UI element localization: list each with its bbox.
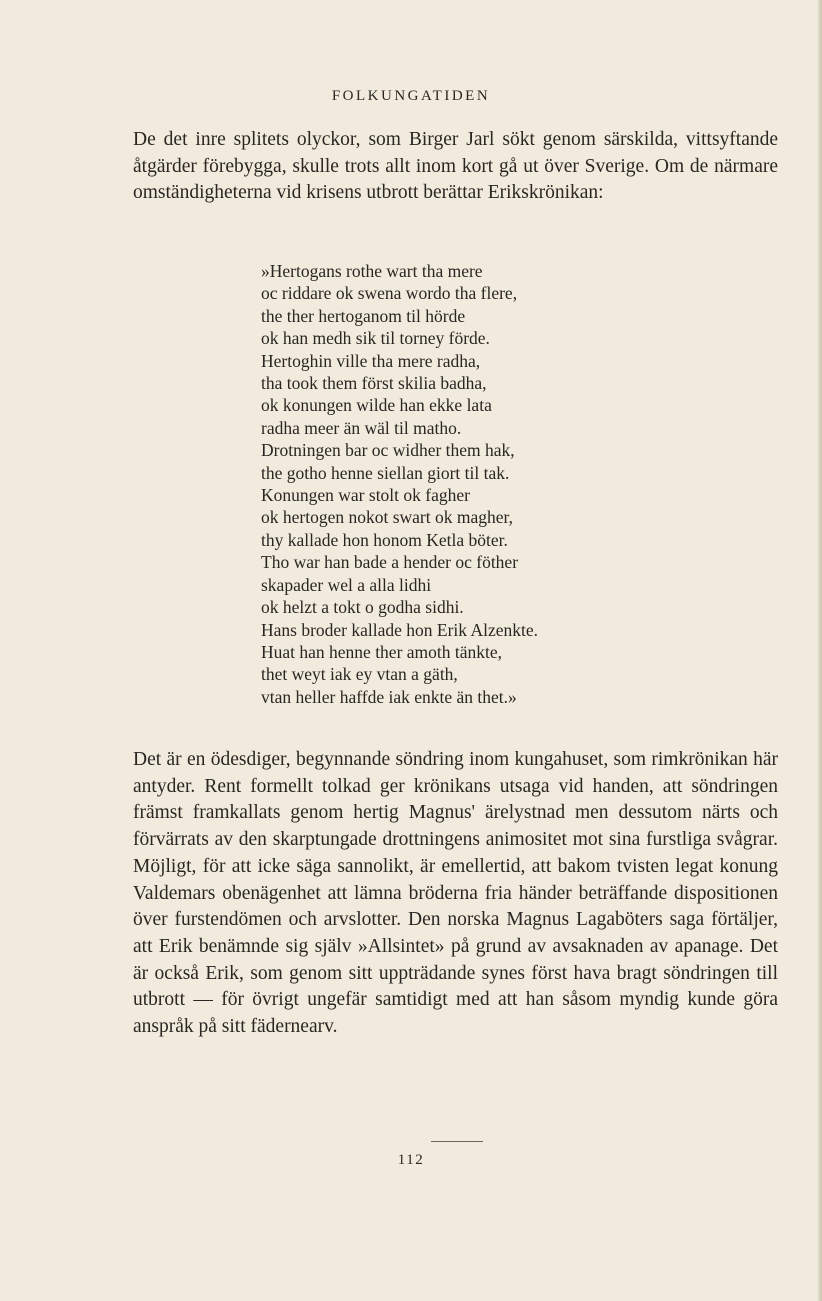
poem-line: thet weyt iak ey vtan a gäth, (261, 664, 458, 685)
poem-line: ok hertogen nokot swart ok magher, (261, 507, 514, 528)
poem-line: oc riddare ok swena wordo tha flere, (261, 283, 518, 304)
poem-line: Hertoghin ville tha mere radha, (261, 350, 481, 371)
poem-line: the ther hertoganom til hörde (261, 305, 466, 326)
poem-line: ok han medh sik til torney förde. (261, 328, 490, 349)
poem-line: skapader wel a alla lidhi (261, 574, 432, 595)
poem-line: Huat han henne ther amoth tänkte, (261, 641, 503, 662)
poem-line: the gotho henne siellan giort til tak. (261, 462, 510, 483)
running-header: FOLKUNGATIDEN (331, 88, 491, 104)
analysis-paragraph: Det är en ödesdiger, begynnande söndring inom kungahuset, som rimkrönikan här antyder. Rent formellt tolkad ger krönikans utsaga vid handen, att söndringen främst framkallats genom hertig Magnus' ärelystnad men dessutom närts och förvärrats av den skarptungade drottningens animositet mot sina furstliga svågrar. Möjligt, för att icke säga sannolikt, är emellertid, att bakom tvisten legat konung Valdemars obenägenhet att lämna bröderna fria händer beträffande dispositionen över furstendömen och arvslotter. Den norska Magnus Lagaböters saga förtäljer, att Erik benämnde sig själv »Allsintet» på grund av avsaknaden av apanage. Det är också Erik, som genom sitt uppträdande synes först hava bragt söndringen till utbrott — för övrigt ungefär samtidigt med att han såsom myndig kunde göra anspråk på sitt fädernearv. (133, 749, 778, 1038)
chronicle-poem (261, 260, 538, 708)
poem-line: radha meer än wäl til matho. (261, 417, 462, 438)
page-number: 112 (397, 1152, 425, 1168)
poem-line: Tho war han bade a hender oc föther (261, 552, 519, 573)
footer-rule (431, 1141, 483, 1142)
poem-line: ok helzt a tokt o godha sidhi. (261, 597, 464, 618)
page-edge (818, 0, 822, 1301)
poem-line: vtan heller haffde iak enkte än thet.» (261, 686, 517, 707)
poem-line: Drotningen bar oc widher them hak, (261, 440, 515, 461)
intro-paragraph: De det inre splitets olyckor, som Birger Jarl sökt genom särskilda, vittsyftande åtgärder förebygga, skulle trots allt inom kort gå ut över Sverige. Om de närmare omständigheterna vid krisens utbrott berättar Erikskrönikan: (133, 129, 778, 204)
poem-line: Hans broder kallade hon Erik Alzenkte. (261, 619, 538, 640)
poem-line: Konungen war stolt ok fagher (261, 485, 470, 506)
poem-line: ok konungen wilde han ekke lata (261, 395, 492, 416)
poem-line: »Hertogans rothe wart tha mere (261, 261, 483, 281)
poem-line: tha took them först skilia badha, (261, 373, 487, 394)
poem-line: thy kallade hon honom Ketla böter. (261, 529, 508, 550)
